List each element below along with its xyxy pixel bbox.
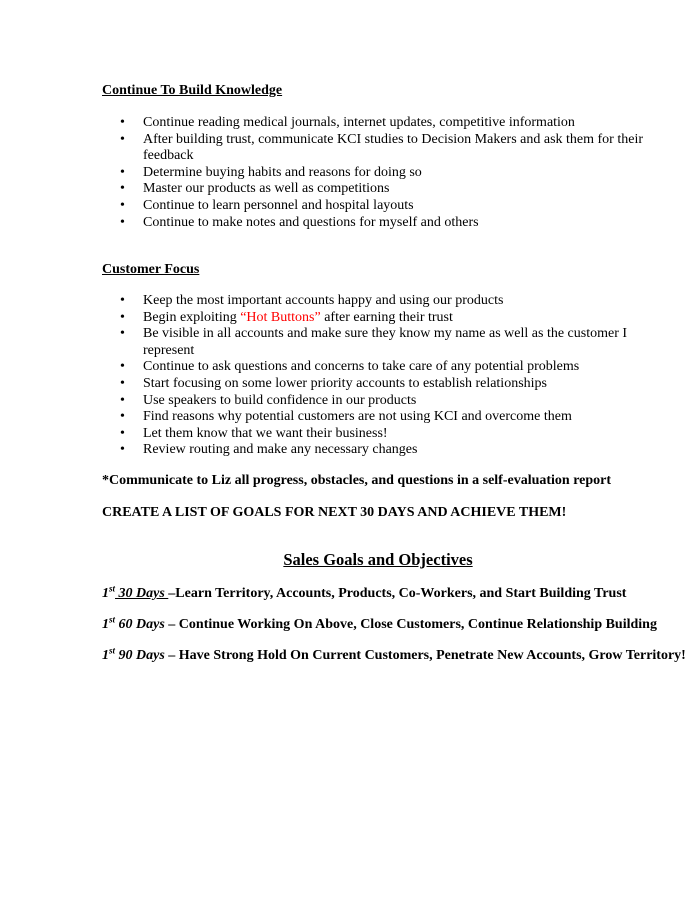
goal-90-days: 1st 90 Days – Have Strong Hold On Current Customers, Penetrate New Accounts, Grow Territory! xyxy=(102,645,686,663)
section-heading-build-knowledge: Continue To Build Knowledge xyxy=(102,83,283,98)
section-heading-customer-focus: Customer Focus xyxy=(102,262,200,277)
bullet-icon: • xyxy=(120,115,125,130)
bullet-icon: • xyxy=(120,392,125,408)
list-item: • Continue to make notes and questions for myself and others xyxy=(120,214,479,230)
bullet-icon: • xyxy=(120,425,125,441)
bullet-icon: • xyxy=(120,214,125,230)
list-item: • Continue to learn personnel and hospital layouts xyxy=(120,197,414,213)
bullet-icon: • xyxy=(120,181,125,197)
list-item: • Keep the most important accounts happy and using our products xyxy=(120,293,504,308)
list-item: • Determine buying habits and reasons for doing so xyxy=(120,164,422,180)
list-item: • After building trust, communicate KCI studies to Decision Makers and ask them for their feedback xyxy=(120,131,644,164)
customer-focus-list xyxy=(120,293,648,459)
hot-buttons-highlight: “Hot Buttons” xyxy=(240,309,321,325)
list-item: • Find reasons why potential customers are not using KCI and overcome them xyxy=(120,409,572,425)
list-item: • Begin exploiting “Hot Buttons” after earning their trust xyxy=(120,309,453,325)
bullet-icon: • xyxy=(120,442,125,458)
bullet-icon: • xyxy=(120,359,125,375)
list-item: • Master our products as well as competitions xyxy=(120,181,390,197)
build-knowledge-list xyxy=(120,115,648,231)
sales-goals-title: Sales Goals and Objectives xyxy=(283,550,473,569)
list-item: • Review routing and make any necessary changes xyxy=(120,442,418,458)
bullet-icon: • xyxy=(120,409,125,425)
list-item: • Use speakers to build confidence in our products xyxy=(120,392,417,408)
list-item: • Be visible in all accounts and make sure they know my name as well as the customer I represent xyxy=(120,326,628,358)
list-item: • Continue to ask questions and concerns to take care of any potential problems xyxy=(120,359,580,375)
bullet-icon: • xyxy=(120,293,125,308)
list-item: • Let them know that we want their business! xyxy=(120,425,388,441)
goal-30-days: 1st 30 Days –Learn Territory, Accounts, Products, Co-Workers, and Start Building Trust xyxy=(102,583,627,601)
goals-call-to-action: CREATE A LIST OF GOALS FOR NEXT 30 DAYS AND ACHIEVE THEM! xyxy=(102,505,567,520)
list-item: • Continue reading medical journals, internet updates, competitive information xyxy=(120,115,575,130)
bullet-icon: • xyxy=(120,375,125,391)
bullet-icon: • xyxy=(120,164,125,180)
bullet-icon: • xyxy=(120,131,125,147)
list-item: • Start focusing on some lower priority accounts to establish relationships xyxy=(120,375,547,391)
bullet-icon: • xyxy=(120,326,125,342)
goal-60-days: 1st 60 Days – Continue Working On Above, Close Customers, Continue Relationship Building xyxy=(102,614,657,632)
bullet-icon: • xyxy=(120,309,125,325)
progress-report-note: *Communicate to Liz all progress, obstacles, and questions in a self-evaluation report xyxy=(102,473,612,488)
bullet-icon: • xyxy=(120,197,125,213)
